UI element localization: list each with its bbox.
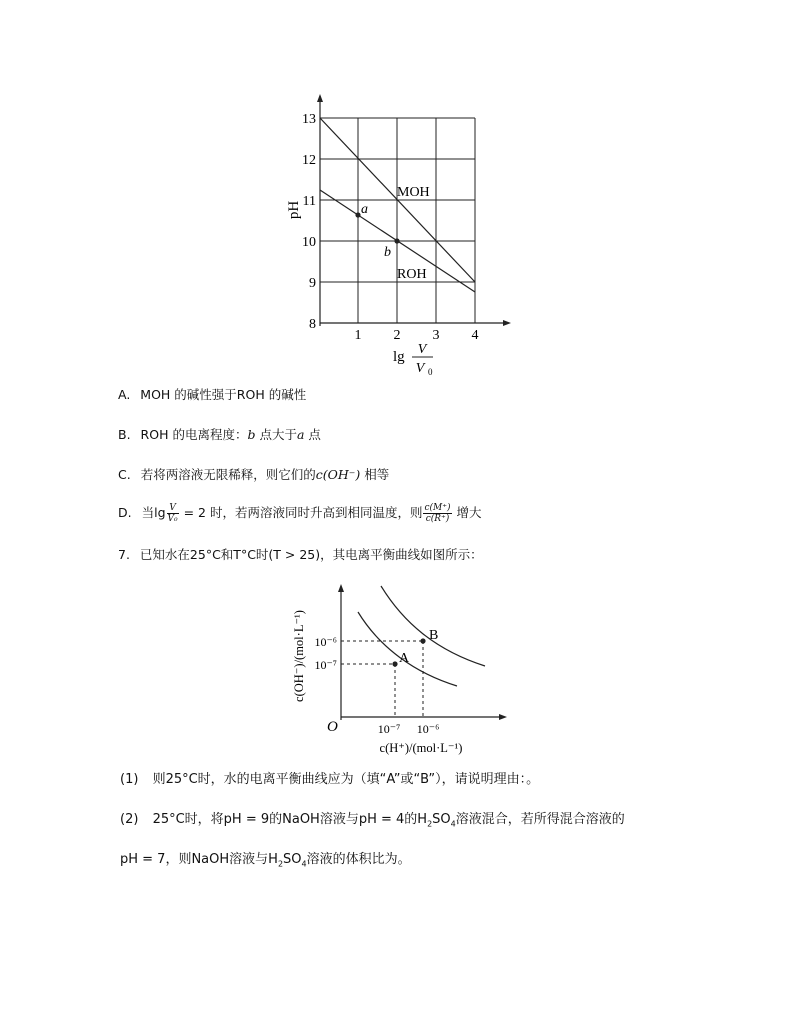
y-tick-10: 10 — [302, 235, 316, 250]
y-tick-11: 11 — [302, 194, 316, 209]
x-tick-10-7: 10⁻⁷ — [377, 722, 401, 736]
option-d — [118, 500, 482, 526]
sub-question-1 — [120, 770, 539, 790]
y-axis-title: pH — [286, 200, 302, 220]
option-d-letter: D. — [118, 505, 132, 520]
x-axis-arrow — [499, 714, 507, 720]
x-axis-title: c(H⁺)/(mol·L⁻¹) — [379, 741, 463, 755]
option-d-text1: 当lg — [141, 505, 166, 520]
sub-question-2-text1: 25°C时，将pH = 9的NaOH溶液与pH = 4的H — [152, 812, 428, 827]
option-c-text1: 若将两溶液无限稀释，则它们的 — [140, 467, 316, 482]
x-tick-10-6: 10⁻⁶ — [416, 722, 440, 736]
option-b-var1: b — [247, 427, 256, 442]
x-tick-labels — [355, 328, 479, 343]
sub-question-1-number: (1) — [120, 772, 139, 787]
sub-question-2-text3: 溶液混合，若所得混合溶液的 — [455, 812, 625, 827]
sub-question-2-line2-text1: pH = 7，则NaOH溶液与H — [120, 852, 278, 867]
grid — [320, 118, 475, 323]
question-7-text: 已知水在25°C和T°C时(T > 25)，其电离平衡曲线如图所示： — [139, 547, 483, 562]
point-B-label: B — [429, 628, 439, 643]
option-a-text: MOH 的碱性强于ROH 的碱性 — [140, 387, 307, 402]
option-d-text3: 增大 — [452, 505, 482, 520]
option-b-letter: B. — [118, 427, 131, 442]
point-a-label: a — [361, 202, 368, 217]
y-tick-12: 12 — [302, 153, 316, 168]
option-b-var2: a — [296, 427, 305, 442]
sub-question-2-sub-d: 4 — [301, 859, 307, 869]
sub-question-2-line2-text3: 溶液的体积比为。 — [306, 852, 411, 867]
sub-question-2-line-2 — [120, 850, 411, 875]
option-b-text3: 点 — [304, 427, 321, 442]
question-7 — [118, 545, 483, 565]
question-7-number: 7. — [118, 547, 130, 562]
y-tick-8: 8 — [309, 317, 316, 332]
point-A-label: A — [399, 651, 410, 666]
y-axis-arrow — [317, 94, 323, 102]
option-c-letter: C. — [118, 467, 131, 482]
point-b-dot — [394, 238, 399, 243]
curve-b — [381, 586, 485, 666]
option-b-text1: ROH 的电离程度： — [140, 427, 248, 442]
curve-a — [358, 612, 457, 686]
ph-dilution-chart — [270, 90, 530, 380]
x-axis-arrow — [503, 320, 511, 326]
sub-question-2-sub-b: 4 — [450, 819, 456, 829]
x-axis-title — [393, 342, 433, 377]
option-d-frac-num: V — [167, 503, 179, 514]
x-axis-title-prefix: lg — [393, 349, 405, 365]
sub-question-2-sub-a: 2 — [427, 819, 433, 829]
sub-question-1-text: 则25°C时，水的电离平衡曲线应为（填“A”或“B”），请说明理由：。 — [152, 772, 540, 787]
option-c-text2: 相等 — [360, 467, 390, 482]
option-d-text2: = 2 时，若两溶液同时升高到相同温度，则 — [179, 505, 423, 520]
option-a — [118, 386, 306, 404]
dashed-guides — [341, 641, 423, 717]
option-c — [118, 466, 389, 484]
option-d-frac-den: V₀ — [167, 514, 178, 524]
option-d-ratio-den: c(R⁺) — [425, 514, 450, 524]
y-tick-9: 9 — [309, 276, 316, 291]
water-ionization-chart — [285, 578, 515, 763]
y-tick-labels — [302, 112, 316, 332]
sub-question-2-text2: SO — [432, 812, 451, 827]
y-tick-13: 13 — [302, 112, 316, 127]
y-tick-10-7: 10⁻⁷ — [314, 658, 337, 672]
option-d-ratio — [423, 503, 451, 524]
sub-question-2-sub-c: 2 — [277, 859, 284, 869]
x-tick-1: 1 — [354, 328, 362, 343]
x-axis-title-den-sub: 0 — [428, 367, 433, 377]
point-B-dot — [420, 638, 425, 643]
option-b-text2: 点大于 — [255, 427, 297, 442]
y-axis-title: c(OH⁻)/(mol·L⁻¹) — [292, 610, 306, 702]
option-c-expr: c(OH⁻) — [315, 467, 361, 482]
option-d-ratio-num: c(M⁺) — [424, 503, 451, 513]
x-axis-title-num: V — [417, 342, 427, 357]
y-axis-arrow — [338, 584, 344, 592]
option-a-letter: A. — [118, 387, 131, 402]
point-A-dot — [392, 661, 397, 666]
sub-question-2-number: (2) — [120, 812, 139, 827]
point-a-dot — [355, 212, 360, 217]
sub-question-2-line-1 — [120, 810, 625, 835]
option-b — [118, 426, 321, 444]
point-b-label: b — [384, 245, 391, 260]
x-axis-title-den: V — [415, 361, 425, 376]
x-tick-2: 2 — [393, 328, 401, 343]
roh-label: ROH — [397, 267, 427, 282]
moh-label: MOH — [397, 185, 430, 200]
option-d-fraction — [167, 503, 179, 524]
sub-question-2-line2-text2: SO — [283, 852, 302, 867]
x-tick-4: 4 — [471, 328, 479, 343]
y-tick-10-6: 10⁻⁶ — [314, 635, 337, 649]
x-tick-3: 3 — [432, 328, 440, 343]
origin-label: O — [327, 719, 338, 735]
